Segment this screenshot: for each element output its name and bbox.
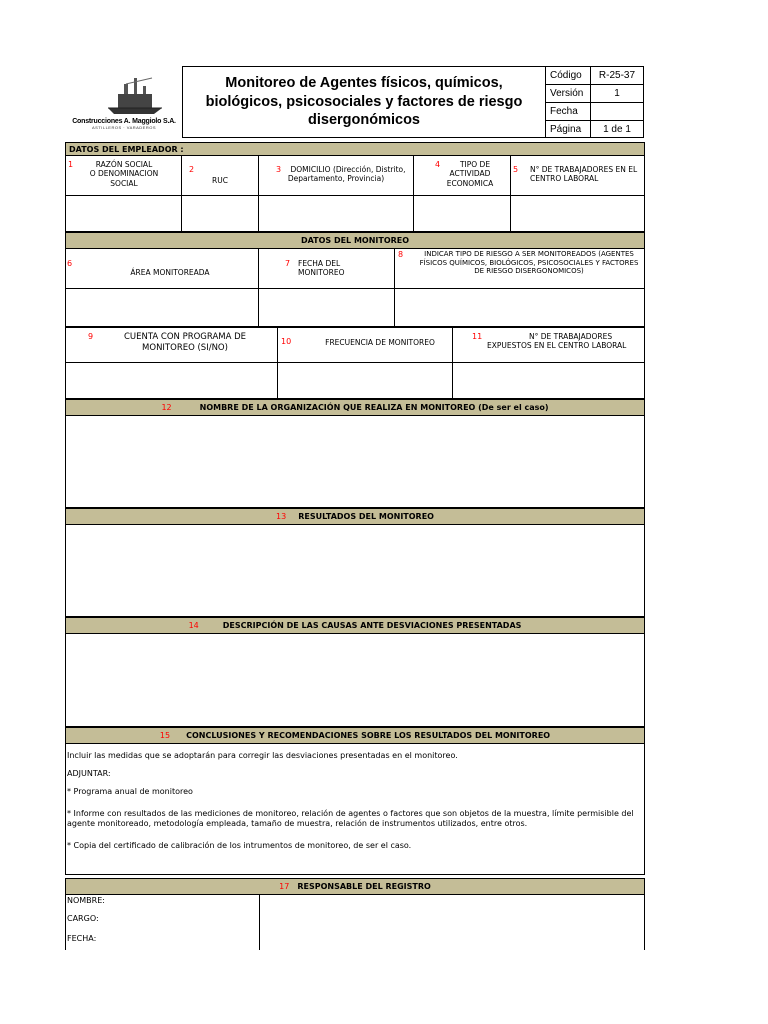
nombre-label: NOMBRE: bbox=[67, 896, 105, 905]
frecuencia-label: FRECUENCIA DE MONITOREO bbox=[325, 338, 435, 347]
section-17-title: RESPONSABLE DEL REGISTRO bbox=[297, 882, 431, 891]
programa-label: CUENTA CON PROGRAMA DE MONITOREO (SI/NO) bbox=[123, 332, 247, 353]
meta-codigo-label: Código bbox=[550, 70, 582, 81]
organization-textarea[interactable] bbox=[65, 416, 645, 508]
meta-version-label: Versión bbox=[550, 88, 584, 99]
section-12-number: 12 bbox=[161, 403, 172, 412]
causes-textarea[interactable] bbox=[65, 634, 645, 727]
field-number-5: 5 bbox=[513, 165, 519, 174]
field-number-11: 11 bbox=[472, 332, 483, 341]
actividad-label: TIPO DE ACTIVIDAD ECONOMICA bbox=[446, 160, 494, 188]
section-15-number: 15 bbox=[159, 731, 171, 740]
monitoring-section-header bbox=[65, 232, 645, 249]
signature-field[interactable] bbox=[260, 895, 644, 950]
monitoring-values-row bbox=[65, 289, 645, 327]
expuestos-label: N° DE TRABAJADORES EXPUESTOS EN EL CENTRO LABORAL bbox=[487, 332, 627, 351]
fecha-label: FECHA: bbox=[67, 934, 97, 943]
adjunto-programa: * Programa anual de monitoreo bbox=[67, 787, 193, 796]
field-number-10: 10 bbox=[281, 337, 292, 346]
ruc-label: RUC bbox=[212, 176, 228, 185]
section-12-title: NOMBRE DE LA ORGANIZACIÓN QUE REALIZA EN MONITOREO (De ser el caso) bbox=[199, 403, 549, 412]
meta-pagina-label: Página bbox=[550, 124, 582, 135]
employer-section-header bbox=[65, 142, 645, 156]
field-number-6: 6 bbox=[67, 259, 73, 268]
section-14-number: 14 bbox=[188, 621, 199, 630]
adjunto-informe: * Informe con resultados de las mediciones de monitoreo, relación de agentes o factores que son objetos de la muestra, límite permisible del agente monitoreado, metodología empleada, tamaño de muestra, relación de instrumentos utilizados, entre otros. bbox=[67, 809, 634, 829]
fecha-monitoreo-label: FECHA DEL MONITOREO bbox=[298, 259, 345, 278]
section-13-title: RESULTADOS DEL MONITOREO bbox=[298, 512, 434, 521]
adjuntar-label: ADJUNTAR: bbox=[67, 769, 111, 778]
meta-version-value: 1 bbox=[614, 88, 620, 99]
field-number-3: 3 bbox=[276, 165, 282, 174]
area-label: ÁREA MONITOREADA bbox=[130, 268, 210, 277]
section-13-number: 13 bbox=[276, 512, 287, 521]
domicilio-label: DOMICILIO (Dirección, Distrito, Departamento, Provincia) bbox=[287, 165, 406, 184]
company-name: Construcciones A. Maggiolo S.A. bbox=[72, 118, 176, 125]
section-15-title: CONCLUSIONES Y RECOMENDACIONES SOBRE LOS RESULTADOS DEL MONITOREO bbox=[186, 731, 551, 740]
trabajadores-label: N° DE TRABAJADORES EN EL CENTRO LABORAL bbox=[530, 165, 638, 184]
field-number-1: 1 bbox=[68, 160, 74, 169]
section-15-header bbox=[65, 727, 645, 744]
razon-social-label: RAZÓN SOCIAL O DENOMINACION SOCIAL bbox=[89, 160, 159, 188]
field-number-8: 8 bbox=[398, 250, 404, 259]
field-number-7: 7 bbox=[285, 259, 291, 268]
meta-pagina-value: 1 de 1 bbox=[603, 124, 631, 135]
employer-values-row bbox=[65, 196, 645, 232]
section-17-header bbox=[65, 878, 645, 895]
section-12-header bbox=[65, 399, 645, 416]
section-14-title: DESCRIPCIÓN DE LAS CAUSAS ANTE DESVIACIONES PRESENTADAS bbox=[222, 621, 522, 630]
ship-icon bbox=[68, 74, 180, 114]
document-title: Monitoreo de Agentes físicos, químicos, biológicos, psicosociales y factores de riesgo disergonómicos bbox=[205, 74, 523, 129]
monitoring-values-row-b bbox=[65, 363, 645, 399]
section-13-header bbox=[65, 508, 645, 525]
company-tagline: ASTILLEROS · VARADEROS bbox=[91, 125, 157, 130]
field-number-9: 9 bbox=[88, 332, 94, 341]
company-logo bbox=[68, 74, 180, 132]
results-textarea[interactable] bbox=[65, 525, 645, 617]
adjunto-certificado: * Copia del certificado de calibración de los intrumentos de monitoreo, de ser el caso. bbox=[67, 841, 412, 850]
employer-section-title: DATOS DEL EMPLEADOR : bbox=[69, 144, 184, 154]
monitoring-section-title: DATOS DEL MONITOREO bbox=[300, 236, 410, 245]
field-number-2: 2 bbox=[189, 165, 195, 174]
conclusions-instructions: Incluir las medidas que se adoptarán para corregir las desviaciones presentadas en el monitoreo. bbox=[67, 751, 458, 760]
meta-codigo-value: R-25-37 bbox=[598, 70, 636, 81]
section-14-header bbox=[65, 617, 645, 634]
tipo-riesgo-label: INDICAR TIPO DE RIESGO A SER MONITOREADOS (AGENTES FÍSICOS QUÍMICOS, BIOLÓGICOS, PSICOSOCIALES Y FACTORES DE RIESGO DISERGONOMICOS) bbox=[419, 250, 639, 276]
meta-fecha-label: Fecha bbox=[550, 106, 578, 117]
cargo-label: CARGO: bbox=[67, 914, 99, 923]
field-number-4: 4 bbox=[435, 160, 441, 169]
section-17-number: 17 bbox=[279, 882, 290, 891]
